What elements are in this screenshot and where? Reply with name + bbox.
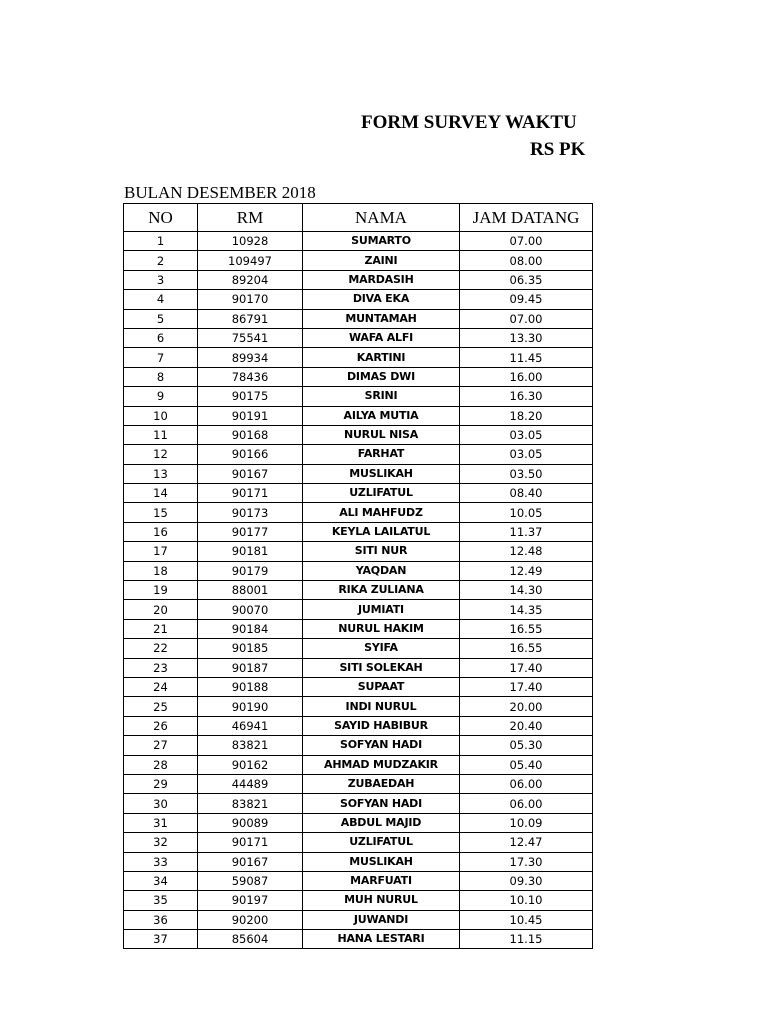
cell-rm: 88001 <box>198 581 303 600</box>
cell-jam-datang: 06.00 <box>460 794 593 813</box>
cell-no: 12 <box>124 445 198 464</box>
cell-nama: MARFUATI <box>303 871 460 890</box>
cell-rm: 90167 <box>198 852 303 871</box>
cell-nama: HANA LESTARI <box>303 930 460 949</box>
cell-no: 20 <box>124 600 198 619</box>
cell-no: 3 <box>124 270 198 289</box>
cell-nama: SAYID HABIBUR <box>303 716 460 735</box>
table-row <box>124 677 593 696</box>
table-row <box>124 774 593 793</box>
cell-nama: SYIFA <box>303 639 460 658</box>
cell-nama: MUSLIKAH <box>303 464 460 483</box>
cell-rm: 90173 <box>198 503 303 522</box>
table-row <box>124 794 593 813</box>
cell-nama: ABDUL MAJID <box>303 813 460 832</box>
cell-rm: 46941 <box>198 716 303 735</box>
cell-no: 21 <box>124 619 198 638</box>
table-header-row <box>124 204 593 232</box>
cell-no: 9 <box>124 387 198 406</box>
table-row <box>124 484 593 503</box>
cell-nama: INDI NURUL <box>303 697 460 716</box>
cell-rm: 90089 <box>198 813 303 832</box>
cell-no: 11 <box>124 425 198 444</box>
cell-rm: 89934 <box>198 348 303 367</box>
cell-nama: MUSLIKAH <box>303 852 460 871</box>
cell-rm: 90191 <box>198 406 303 425</box>
cell-no: 2 <box>124 251 198 270</box>
cell-nama: SOFYAN HADI <box>303 794 460 813</box>
cell-jam-datang: 14.30 <box>460 581 593 600</box>
cell-no: 36 <box>124 910 198 929</box>
table-row <box>124 658 593 677</box>
cell-no: 4 <box>124 290 198 309</box>
cell-no: 23 <box>124 658 198 677</box>
cell-rm: 90171 <box>198 833 303 852</box>
cell-nama: ZUBAEDAH <box>303 774 460 793</box>
column-header-no: NO <box>124 204 198 232</box>
cell-jam-datang: 12.49 <box>460 561 593 580</box>
cell-no: 14 <box>124 484 198 503</box>
cell-nama: KEYLA LAILATUL <box>303 522 460 541</box>
cell-jam-datang: 20.40 <box>460 716 593 735</box>
cell-no: 8 <box>124 367 198 386</box>
cell-jam-datang: 20.00 <box>460 697 593 716</box>
cell-jam-datang: 12.47 <box>460 833 593 852</box>
cell-jam-datang: 11.15 <box>460 930 593 949</box>
cell-no: 18 <box>124 561 198 580</box>
table-row <box>124 425 593 444</box>
cell-jam-datang: 11.37 <box>460 522 593 541</box>
cell-no: 6 <box>124 328 198 347</box>
table-row <box>124 561 593 580</box>
cell-no: 29 <box>124 774 198 793</box>
cell-rm: 109497 <box>198 251 303 270</box>
cell-rm: 90070 <box>198 600 303 619</box>
cell-jam-datang: 16.55 <box>460 639 593 658</box>
table-row <box>124 290 593 309</box>
cell-nama: UZLIFATUL <box>303 833 460 852</box>
table-row <box>124 270 593 289</box>
cell-no: 7 <box>124 348 198 367</box>
cell-nama: MUNTAMAH <box>303 309 460 328</box>
cell-rm: 90181 <box>198 542 303 561</box>
cell-rm: 90200 <box>198 910 303 929</box>
cell-jam-datang: 08.00 <box>460 251 593 270</box>
cell-nama: SUPAAT <box>303 677 460 696</box>
cell-nama: JUMIATI <box>303 600 460 619</box>
cell-no: 1 <box>124 232 198 251</box>
table-row <box>124 445 593 464</box>
cell-no: 31 <box>124 813 198 832</box>
table-row <box>124 348 593 367</box>
cell-rm: 89204 <box>198 270 303 289</box>
cell-nama: NURUL NISA <box>303 425 460 444</box>
column-header-rm: RM <box>198 204 303 232</box>
cell-rm: 90177 <box>198 522 303 541</box>
cell-rm: 90185 <box>198 639 303 658</box>
table-row <box>124 697 593 716</box>
table-row <box>124 852 593 871</box>
cell-jam-datang: 07.00 <box>460 309 593 328</box>
cell-no: 28 <box>124 755 198 774</box>
cell-rm: 10928 <box>198 232 303 251</box>
cell-no: 27 <box>124 736 198 755</box>
cell-nama: DIMAS DWI <box>303 367 460 386</box>
cell-rm: 90184 <box>198 619 303 638</box>
cell-nama: JUWANDI <box>303 910 460 929</box>
cell-rm: 83821 <box>198 736 303 755</box>
table-row <box>124 522 593 541</box>
hospital-name: RS PK <box>530 139 586 160</box>
cell-rm: 90188 <box>198 677 303 696</box>
cell-no: 32 <box>124 833 198 852</box>
cell-no: 17 <box>124 542 198 561</box>
cell-rm: 90171 <box>198 484 303 503</box>
cell-nama: YAQDAN <box>303 561 460 580</box>
cell-rm: 90179 <box>198 561 303 580</box>
table-row <box>124 367 593 386</box>
cell-nama: UZLIFATUL <box>303 484 460 503</box>
cell-jam-datang: 03.05 <box>460 445 593 464</box>
form-title: FORM SURVEY WAKTU <box>361 112 577 133</box>
cell-jam-datang: 12.48 <box>460 542 593 561</box>
table-row <box>124 619 593 638</box>
table-row <box>124 930 593 949</box>
table-row <box>124 503 593 522</box>
cell-nama: SRINI <box>303 387 460 406</box>
cell-rm: 83821 <box>198 794 303 813</box>
cell-jam-datang: 16.55 <box>460 619 593 638</box>
table-row <box>124 309 593 328</box>
cell-no: 15 <box>124 503 198 522</box>
cell-nama: AHMAD MUDZAKIR <box>303 755 460 774</box>
cell-nama: MUH NURUL <box>303 891 460 910</box>
table-row <box>124 328 593 347</box>
cell-jam-datang: 10.05 <box>460 503 593 522</box>
cell-jam-datang: 16.30 <box>460 387 593 406</box>
cell-nama: ALI MAHFUDZ <box>303 503 460 522</box>
cell-jam-datang: 17.40 <box>460 677 593 696</box>
cell-no: 35 <box>124 891 198 910</box>
cell-jam-datang: 11.45 <box>460 348 593 367</box>
cell-jam-datang: 13.30 <box>460 328 593 347</box>
cell-rm: 59087 <box>198 871 303 890</box>
cell-jam-datang: 06.00 <box>460 774 593 793</box>
cell-rm: 90162 <box>198 755 303 774</box>
cell-no: 22 <box>124 639 198 658</box>
table-row <box>124 833 593 852</box>
cell-nama: SITI SOLEKAH <box>303 658 460 677</box>
cell-jam-datang: 17.30 <box>460 852 593 871</box>
cell-nama: DIVA EKA <box>303 290 460 309</box>
cell-rm: 90175 <box>198 387 303 406</box>
cell-nama: KARTINI <box>303 348 460 367</box>
cell-jam-datang: 10.10 <box>460 891 593 910</box>
cell-no: 30 <box>124 794 198 813</box>
table-row <box>124 910 593 929</box>
cell-nama: FARHAT <box>303 445 460 464</box>
cell-nama: RIKA ZULIANA <box>303 581 460 600</box>
cell-no: 37 <box>124 930 198 949</box>
table-row <box>124 232 593 251</box>
cell-jam-datang: 07.00 <box>460 232 593 251</box>
cell-no: 16 <box>124 522 198 541</box>
cell-rm: 44489 <box>198 774 303 793</box>
cell-rm: 90170 <box>198 290 303 309</box>
table-row <box>124 542 593 561</box>
month-label: BULAN DESEMBER 2018 <box>124 183 316 202</box>
cell-jam-datang: 05.30 <box>460 736 593 755</box>
cell-nama: ZAINI <box>303 251 460 270</box>
table-row <box>124 716 593 735</box>
table-row <box>124 581 593 600</box>
column-header-jam-datang: JAM DATANG <box>460 204 593 232</box>
cell-jam-datang: 08.40 <box>460 484 593 503</box>
cell-rm: 75541 <box>198 328 303 347</box>
cell-jam-datang: 06.35 <box>460 270 593 289</box>
cell-no: 19 <box>124 581 198 600</box>
cell-rm: 90187 <box>198 658 303 677</box>
cell-no: 34 <box>124 871 198 890</box>
table-row <box>124 464 593 483</box>
cell-jam-datang: 18.20 <box>460 406 593 425</box>
table-row <box>124 600 593 619</box>
cell-rm: 90167 <box>198 464 303 483</box>
table-row <box>124 755 593 774</box>
cell-rm: 86791 <box>198 309 303 328</box>
cell-no: 13 <box>124 464 198 483</box>
cell-no: 24 <box>124 677 198 696</box>
cell-rm: 90166 <box>198 445 303 464</box>
cell-jam-datang: 10.45 <box>460 910 593 929</box>
cell-nama: MARDASIH <box>303 270 460 289</box>
cell-no: 10 <box>124 406 198 425</box>
table-row <box>124 406 593 425</box>
table-row <box>124 813 593 832</box>
cell-rm: 85604 <box>198 930 303 949</box>
cell-no: 5 <box>124 309 198 328</box>
cell-jam-datang: 09.45 <box>460 290 593 309</box>
table-row <box>124 639 593 658</box>
cell-jam-datang: 14.35 <box>460 600 593 619</box>
cell-rm: 78436 <box>198 367 303 386</box>
table-body <box>124 232 593 949</box>
cell-jam-datang: 09.30 <box>460 871 593 890</box>
cell-rm: 90197 <box>198 891 303 910</box>
cell-nama: SITI NUR <box>303 542 460 561</box>
table-row <box>124 891 593 910</box>
cell-nama: NURUL HAKIM <box>303 619 460 638</box>
cell-no: 25 <box>124 697 198 716</box>
cell-no: 26 <box>124 716 198 735</box>
table-row <box>124 387 593 406</box>
cell-jam-datang: 10.09 <box>460 813 593 832</box>
cell-nama: WAFA ALFI <box>303 328 460 347</box>
column-header-nama: NAMA <box>303 204 460 232</box>
table-row <box>124 871 593 890</box>
cell-rm: 90168 <box>198 425 303 444</box>
cell-jam-datang: 03.50 <box>460 464 593 483</box>
cell-nama: SOFYAN HADI <box>303 736 460 755</box>
cell-no: 33 <box>124 852 198 871</box>
cell-nama: AILYA MUTIA <box>303 406 460 425</box>
cell-jam-datang: 03.05 <box>460 425 593 444</box>
cell-jam-datang: 17.40 <box>460 658 593 677</box>
cell-rm: 90190 <box>198 697 303 716</box>
survey-table <box>123 203 593 949</box>
table-row <box>124 736 593 755</box>
cell-nama: SUMARTO <box>303 232 460 251</box>
cell-jam-datang: 16.00 <box>460 367 593 386</box>
cell-jam-datang: 05.40 <box>460 755 593 774</box>
table-row <box>124 251 593 270</box>
